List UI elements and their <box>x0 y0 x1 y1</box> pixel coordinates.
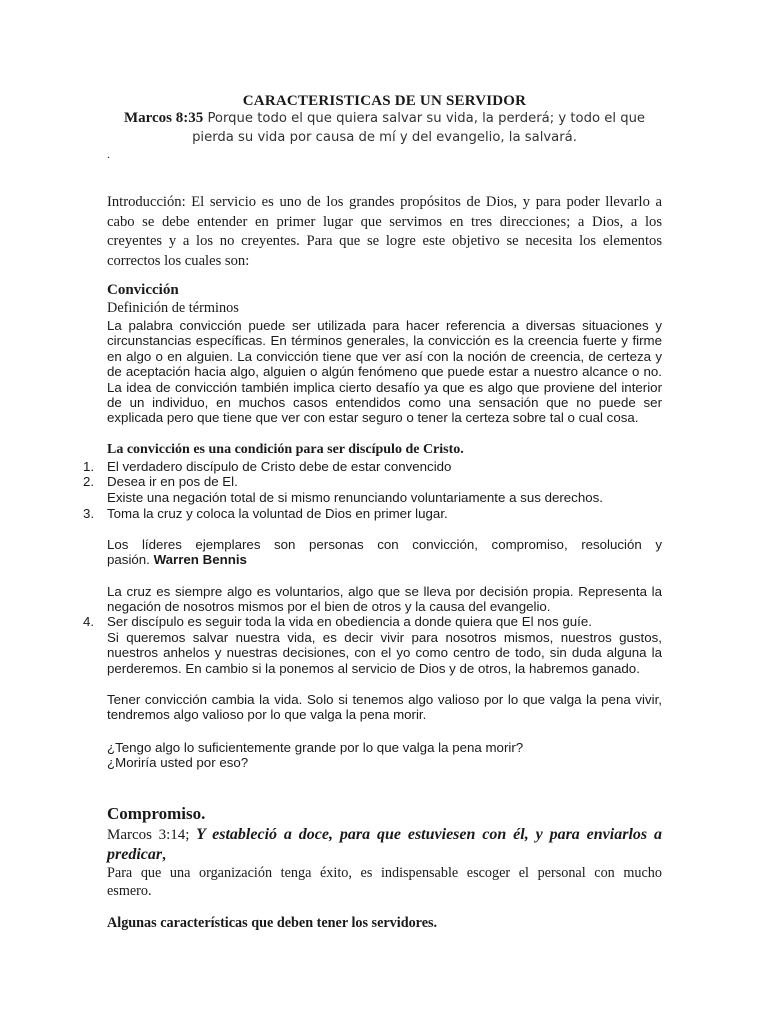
subheading-definicion: Definición de términos <box>107 300 239 316</box>
intro-line: correctos los cuales son: <box>107 252 250 269</box>
leaders-quote <box>107 537 662 568</box>
list-item <box>107 490 662 505</box>
characteristics-heading: Algunas características que deben tener los servidores. <box>107 915 438 931</box>
definition-line: La idea de convicción también implica cierto desafío ya que es algo que proviene del interior <box>107 379 662 395</box>
organization-paragraph <box>107 864 662 900</box>
org-line: Para que una organización tenga éxito, es indispensable escoger el personal con mucho <box>107 865 662 881</box>
stray-dot: . <box>107 147 110 161</box>
verse-text-line-1: Porque todo el que quiera salvar su vida, la perderá; y todo el que <box>203 111 646 126</box>
list-number: 3. <box>83 506 95 521</box>
tener-paragraph <box>107 692 662 723</box>
list-text: Toma la cruz y coloca la voluntad de Dios en primer lugar. <box>107 506 448 521</box>
list-item <box>83 474 662 489</box>
quote-author: Warren Bennis <box>153 552 247 568</box>
tener-line: Tener convicción cambia la vida. Solo si tenemos algo valioso por lo que valga la pena vivir, <box>107 692 662 707</box>
section-heading-conviccion: Convicción <box>107 282 179 298</box>
document-title: CARACTERISTICAS DE UN SERVIDOR <box>242 93 527 109</box>
conviccion-definition-paragraph <box>107 318 662 426</box>
section-heading-compromiso: Compromiso. <box>107 804 206 823</box>
quote-line: Los líderes ejemplares son personas con convicción, compromiso, resolución y <box>107 537 662 552</box>
compromiso-verse-ref: Marcos 3:14; <box>107 827 197 843</box>
question-line: ¿Moriría usted por eso? <box>107 755 249 771</box>
salvar-line: nuestros anhelos y nuestras decisiones, con el yo como centro de todo, sin duda alguna la <box>107 645 662 661</box>
list-number: 1. <box>83 459 95 474</box>
list-text: Desea ir en pos de El. <box>107 474 238 489</box>
salvar-line: perderemos. En cambio si la ponemos al servicio de Dios y de otros, la habremos ganado. <box>107 660 640 676</box>
definition-line: de aceptación hacia algo, alguien o algún fenómeno que puede estar a nuestro alcance o no. <box>107 364 662 380</box>
list-number: 2. <box>83 474 95 489</box>
intro-line: Introducción: El servicio es uno de los grandes propósitos de Dios, y para poder llevarlo a <box>107 194 662 210</box>
cruz-line: negación de nosotros mismos por el bien de otros y la causa del evangelio. <box>107 599 551 615</box>
intro-line: cabo se debe entender en primer lugar que servimos en tres direcciones; a Dios, a los <box>107 213 662 230</box>
compromiso-verse <box>107 825 662 865</box>
questions <box>107 740 662 771</box>
list-item <box>83 506 662 521</box>
question-line: ¿Tengo algo lo suficientemente grande por lo que valga la pena morir? <box>107 740 524 755</box>
salvar-paragraph <box>107 630 662 676</box>
verse-reference: Marcos 8:35 <box>123 110 204 126</box>
cruz-line: La cruz es siempre algo es voluntarios, algo que se lleva por decisión propia. Representa la <box>107 584 662 599</box>
quote-line: pasión. <box>107 552 154 568</box>
list-text: El verdadero discípulo de Cristo debe de estar convencido <box>107 459 452 474</box>
verse-text-line-2: pierda su vida por causa de mí y del evangelio, la salvará. <box>192 130 577 145</box>
cruz-paragraph <box>107 584 662 615</box>
intro-line: creyentes y a los no creyentes. Para que se logre este objetivo se necesita los elementos <box>107 233 662 249</box>
compromiso-verse-comma: , <box>162 847 166 863</box>
definition-line: circunstancias específicas. En términos generales, la convicción es la creencia fuerte y firme <box>107 333 662 349</box>
list-text: Ser discípulo es seguir toda la vida en obediencia a donde quiera que El nos guíe. <box>107 614 592 629</box>
definition-line: La palabra convicción puede ser utilizada para hacer referencia a diversas situaciones y <box>107 318 662 333</box>
compromiso-verse-line-1: Y estableció a doce, para que estuviesen con él, y para enviarlos a <box>196 826 663 843</box>
list-number: 4. <box>83 614 95 629</box>
list-text: Existe una negación total de si mismo renunciando voluntariamente a sus derechos. <box>107 490 603 505</box>
key-verse <box>87 109 682 147</box>
introduction-paragraph <box>107 193 662 271</box>
compromiso-verse-line-2: predicar <box>107 846 163 863</box>
org-line: esmero. <box>107 883 152 899</box>
condition-heading: La convicción es una condición para ser discípulo de Cristo. <box>107 442 464 457</box>
list-item <box>83 614 662 629</box>
definition-line: en algo o en alguien. La convicción tiene que ver así con la noción de creencia, de certeza y <box>107 348 662 364</box>
definition-line: explicada pero que tiene que ver con estar seguro o tener la certeza sobre tal o cual cosa. <box>107 410 639 426</box>
list-item <box>83 459 662 474</box>
definition-line: de un individuo, en muchos casos entendidos como una sensación que no puede ser <box>107 395 662 411</box>
tener-line: tendremos algo valioso por lo que valga la pena morir. <box>107 707 427 723</box>
salvar-line: Si queremos salvar nuestra vida, es decir vivir para nosotros mismos, nuestros gustos, <box>107 630 662 645</box>
